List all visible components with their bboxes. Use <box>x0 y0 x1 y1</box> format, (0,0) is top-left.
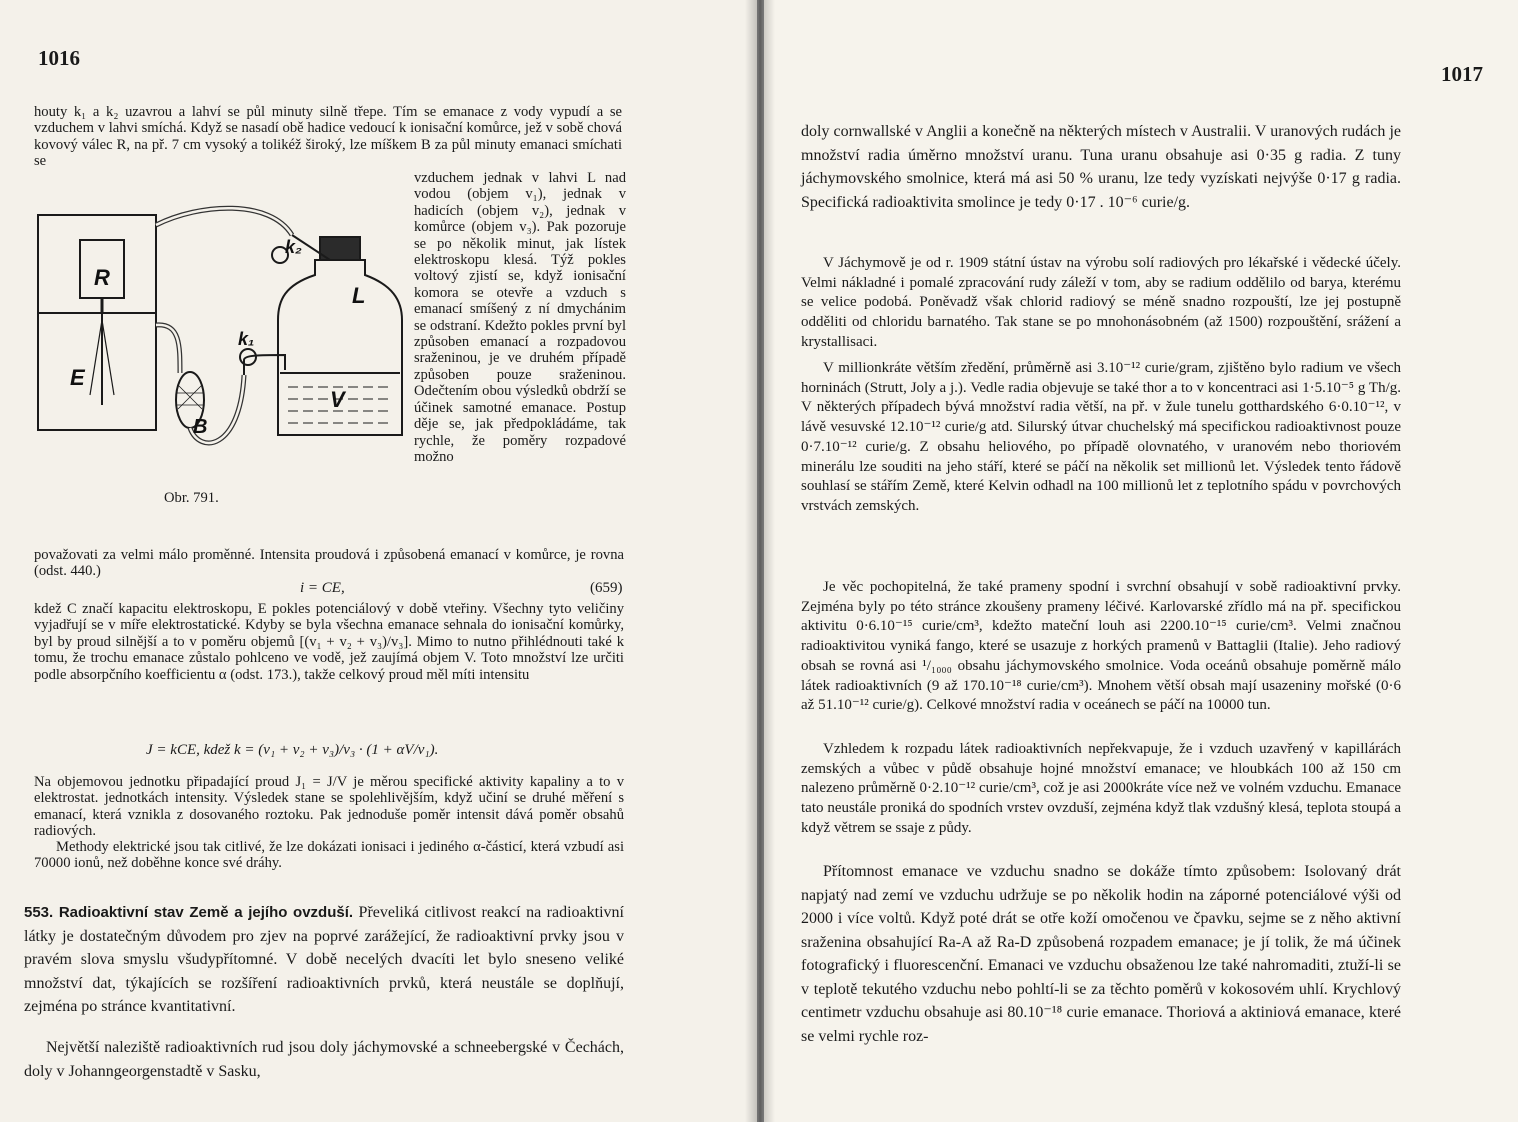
right-paragraph-3 <box>801 359 1401 517</box>
right-paragraph-4-text: Je věc pochopitelná, že také prameny spodní i svrchní obsahují v sobě radioaktivní prvky. Zejména byly po této stránce zkoušeny prameny léčivé. Karlovarské zřídlo má na př. specifickou aktivitu 0·6.10⁻¹⁵ curie/cm³, kdežto mateční louh asi 2200.10⁻¹⁵ curie/cm³. Velmi značnou radioaktivitou vyniká fango, které se usazuje z horkých pramenů v Battaglii (Italie). Jeho radiový obsah se rovná asi ¹/₁₀₀₀ obsahu jáchymovského smolnice. Voda oceánů obsahuje poměrně málo látek radioaktivních (9 až 170.10⁻¹⁸ curie/cm³). Mnohem větší obsah mají usazeniny mořské (0·6 až 51.10⁻¹² curie/g). Celkové množství radia v oceánech se páčí na 10000 tun. <box>801 579 1401 714</box>
right-paragraph-6-text: Přítomnost emanace ve vzduchu snadno se dokáže tímto způsobem: Isolovaný drát napjatý nad zemí ve vzduchu udržuje se po několik hodin na záporné potenciálové výši od 2000 i více voltů. Když poté drát se otře koží omočenou ve čpavku, sejme se z něho aktivní sraženina obsahující Ra-A až Ra-D způsobená rozpadem emanace; je jí tolik, že má účinek fotografický i fluorescenční. Emanaci ve vzduchu obsaženou lze také nahromaditi, ztuží-li se v teplotě tekutého vzduchu nebo pohltí-li se za těchto poměrů v kokosovém uhlí. Krychlový centimetr vzduchu obsahuje asi 80.10⁻¹⁸ curie emanace. Thoriová a aktiniová emanace, které se velmi rychle roz- <box>801 863 1401 1045</box>
label-k1: k₁ <box>238 329 255 349</box>
equation-659: i = CE, <box>300 580 345 596</box>
left-paragraph-4: kdež C značí kapacitu elektroskopu, E pokles potenciálový v době vteřiny. Všechny tyto veličiny vyjadřují se v míře elektrostatické. Kdyby se byla všechna emanace sehnala do ionisační komůrky, byl by proud silnější a to v poměru objemů [(v₁ + v₂ + v₃)/v₃]. Mimo to nutno přihlédnouti také k tomu, že trochu emanace zůstalo pohlceno ve vodě, jež zaujímá objem V. Toto množství lze určiti podle absorpčního koefficientu α (odst. 173.), takže celkový proud měl míti intensitu <box>34 601 624 683</box>
left-paragraph-8 <box>24 1036 624 1083</box>
right-page-number: 1017 <box>1441 62 1483 86</box>
label-l: L <box>352 283 366 308</box>
label-b: B <box>193 416 208 438</box>
equation-k: J = kCE, kdež k = (v₁ + v₂ + v₃)/v₃ · (1 + αV/v₁). <box>146 742 439 758</box>
left-paragraph-5: Na objemovou jednotku připadající proud J₁ = J/V je měrou specifické aktivity kapaliny a to v elektrostat. jednotkách intensity. Výsledek stane se spolehlivějším, když učiní se druhé měření s emanací, která vznikla z dosovaného roztoku. Pak jednoduše poměr intensit dává poměr obsahů radiových. <box>34 774 624 840</box>
right-paragraph-1: doly cornwallské v Anglii a konečně na některých místech v Australii. V uranových rudách je množství radia úměrno množství uranu. Tuna uranu obsahuje asi 0·35 g radia. Z tuny jáchymovského smolnice, která má asi 50 % uranu, lze tedy vyzískati nejvýše 0·17 g radia. Specifická radioaktivita smolince je tedy 0·17 . 10⁻⁶ curie/g. <box>801 123 1401 211</box>
section-553-text: Převeliká citlivost reakcí na radioaktivní látky je dostatečným důvodem pro zjev na poprvé zarážející, že radioaktivní prvky jsou v pravém slova smyslu všudypřítomné. V době necelých dvacíti let bylo sneseno veliké množství dat, týkajících se rozšíření radioaktivních prvků, která neustále se doplňují, zejména po stránce kvantitativní. <box>24 904 624 1015</box>
left-paragraph-6-text: Methody elektrické jsou tak citlivé, že lze dokázati ionisaci i jediného α-částicí, která vzbudí asi 70000 ionů, než doběhne konce své dráhy. <box>34 839 624 872</box>
right-paragraph-4 <box>801 578 1401 716</box>
equation-number-659: (659) <box>590 580 623 596</box>
right-paragraph-6 <box>801 860 1401 1048</box>
ionisation-chamber <box>38 215 156 430</box>
label-v: V <box>330 387 345 412</box>
left-page <box>0 0 757 1122</box>
left-paragraph-6 <box>34 839 624 872</box>
section-553-title: 553. Radioaktivní stav Země a jejího ovzduší. <box>24 904 354 921</box>
figure-791 <box>30 195 470 485</box>
label-e: E <box>70 365 85 390</box>
right-paragraph-2 <box>801 254 1401 353</box>
right-paragraph-3-text: V millionkráte větším zředění, průměrně asi 3.10⁻¹² curie/gram, zjištěno bylo radium ve všech horninách (Strutt, Joly a j.). Vedle radia objevuje se také thor a to v koncentraci asi 1·5.10⁻⁵ g Th/g. V některých případech bývá množství radia větší, na př. v žule tunelu gotthardského 6·0.10⁻¹², v lávě vesuvské 12.10⁻¹² curie/g atd. Silurský útvar chuchelský má specifickou radioaktivnost pouze 0·7.10⁻¹² curie/g. Z obsahu heliového, po případě olovnatého, v uranovém nebo thoriovém minerálu lze souditi na jeho stáří, které se páčí na několik set millionů let. Výsledek tento řádově souhlasí se stářím Země, které Kelvin odhadl na 100 millionů let z teplotního spádu v povrchových vrstvách zemských. <box>801 360 1401 514</box>
left-paragraph-2: vzduchem jednak v lahvi L nad vodou (objem v₁), jednak v hadicích (objem v₂), jednak v komůrce (objem v₃). Pak pozoruje se po několik minut, jak lístek elektroskopu klesá. Týž pokles voltový zjistí se, když ionisační komora se otevře a vzduch s emanací smíšený z ní dmychánim se odstraní. Kdežto pokles první byl způsoben emanací a rozpadovou sraženinou, je ve druhém případě způsoben pouze sraženinou. Odečtením obou výsledků obdrží se účinek samotné emanace. Postup děje se, jak předpokládáme, tak rychle, že poměry rozpadové možno <box>414 170 626 465</box>
book-gutter <box>745 0 775 1122</box>
right-paragraph-2-text: V Jáchymově je od r. 1909 státní ústav na výrobu solí radiových pro lékařské i vědecké účely. Velmi nákladné i pomalé zpracování rudy záleží v tom, aby se radium oddělilo od barya, kterému se velice podobá. Poněvadž však chlorid radiový se méně snadno rozpouští, lze jej postupně odděliti od chloridu barnatého. Tak stane se po mnohonásobném (až 1500) rozpouštění, srážení a krystallisaci. <box>801 255 1401 350</box>
label-r: R <box>94 265 110 290</box>
left-paragraph-8-text: Největší naleziště radioaktivních rud jsou doly jáchymovské a schneebergské v Čechách, doly v Johanngeorgenstadtě v Sasku, <box>24 1039 624 1080</box>
label-k2: k₂ <box>285 237 302 257</box>
figure-caption: Obr. 791. <box>164 490 219 506</box>
left-paragraph-7 <box>24 901 624 1019</box>
right-page <box>764 0 1518 1122</box>
left-paragraph-3: považovati za velmi málo proměnné. Intensita proudová i způsobená emanací v komůrce, je rovna (odst. 440.) <box>34 547 624 580</box>
right-paragraph-5 <box>801 740 1401 839</box>
left-paragraph-1: houty k₁ a k₂ uzavrou a lahví se půl minuty silně třepe. Tím se emanace z vody vypudí a se vzduchem v lahvi smíchá. Když se nasadí obě hadice vedoucí k ionisační komůrce, jež v sobě chová kovový válec R, na př. 7 cm vysoký a tolikéž široký, lze míškem B za půl minuty emanaci smíchati se <box>34 104 622 170</box>
right-paragraph-5-text: Vzhledem k rozpadu látek radioaktivních nepřekvapuje, že i vzduch uzavřený v kapillárách zemských a vůbec v půdě obsahuje hojné množství emanace; ve hloubkách 100 až 150 cm nalezeno průměrně 0·2.10⁻¹² curie/cm³, což je asi 2000kráte více než ve volném vzduchu. Emanace tato neustále proniká do spodních vrstev ovzduší, zejména když tlak vzdušný klesá, teplota stoupá a když větrem se ssaje z půdy. <box>801 741 1401 836</box>
left-page-number: 1016 <box>38 46 80 70</box>
